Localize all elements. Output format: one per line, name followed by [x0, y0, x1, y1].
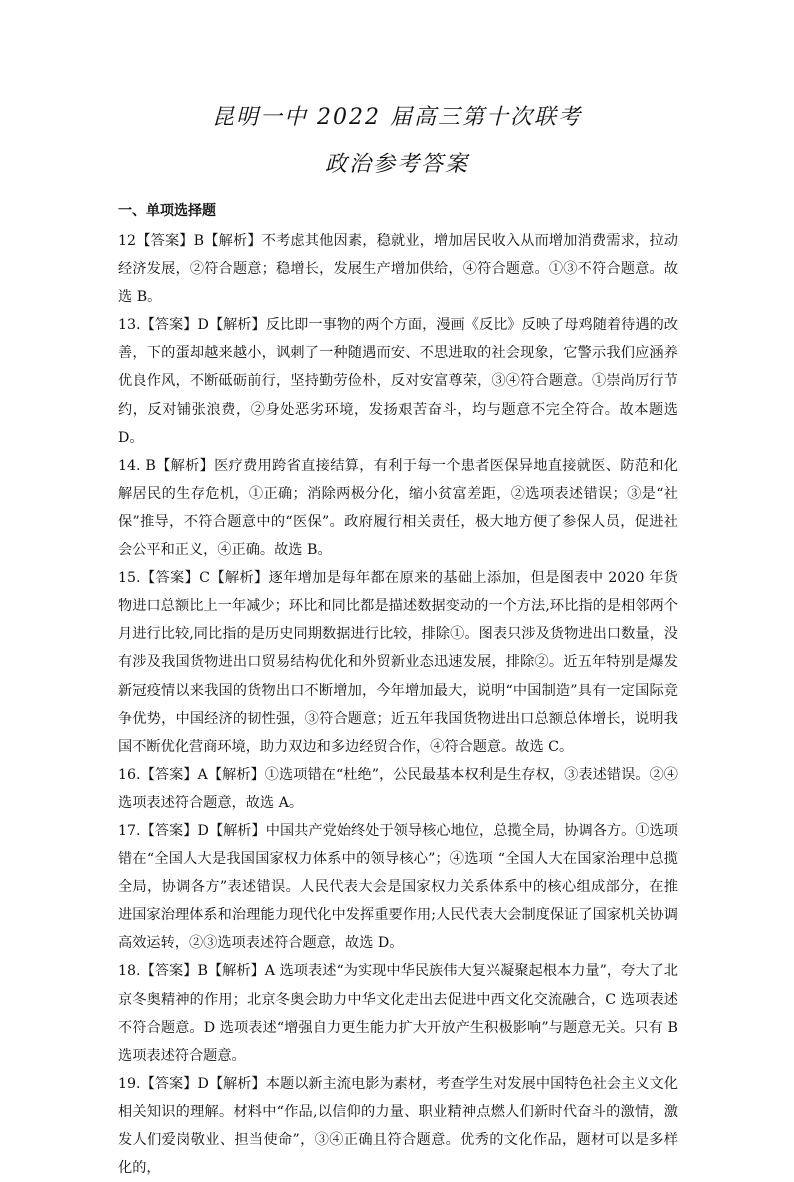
- answer-paragraph-q12: 12【答案】B【解析】不考虑其他因素，稳就业，增加居民收入从而增加消费需求，拉动经济发展，②符合题意；稳增长，发展生产增加供给，④符合题意。①③不符合题意。故选 B。: [118, 233, 678, 306]
- answer-paragraph-q14: 14. B【解析】医疗费用跨省直接结算，有利于每一个患者医保异地直接就医、防范和化解居民的生存危机，①正确；消除两极分化，缩小贫富差距，②选项表述错误；③是“社保”推导，不符合题意中的“医保”。政府履行相关责任，极大地方便了参保人员，促进社会公平和正义，④正确。故选 B。: [118, 457, 678, 559]
- answer-paragraph-q19: 19.【答案】D【解析】本题以新主流电影为素材，考查学生对发展中国特色社会主义文化相关知识的理解。材料中“作品,以信仰的力量、职业精神点燃人们新时代奋斗的激情，激发人们爱岗敬业、担当使命”，③④正确且符合题意。优秀的文化作品，题材可以是多样化的，: [118, 1075, 678, 1177]
- answer-paragraph-q13: 13.【答案】D【解析】反比即一事物的两个方面，漫画《反比》反映了母鸡随着待遇的改善，下的蛋却越来越小，讽刺了一种随遇而安、不思进取的社会现象，它警示我们应涵养优良作风，不断砥砺前行，坚持勤劳俭朴，反对安富尊荣，③④符合题意。①崇尚厉行节约，反对铺张浪费，②身处恶劣环境，发扬艰苦奋斗，均与题意不完全符合。故本题选 D。: [118, 317, 678, 446]
- document-subtitle: 政治参考答案: [324, 152, 469, 177]
- answer-list: [118, 227, 678, 1182]
- answer-paragraph-q16: 16.【答案】A【解析】①选项错在“杜绝”，公民最基本权利是生存权，③表述错误。②④选项表述符合题意，故选 A。: [118, 766, 678, 811]
- answer-paragraph-q17: 17.【答案】D【解析】中国共产党始终处于领导核心地位，总揽全局，协调各方。①选项错在“全国人大是我国国家权力体系中的领导核心”；④选项 “全国人大在国家治理中总揽全局，协调各方”表述错误。人民代表大会是国家权力关系体系中的核心组成部分，在推进国家治理体系和治理能力现代化中发挥重要作用;人民代表大会制度保证了国家机关协调高效运转，②③选项表述符合题意，故选 D。: [118, 822, 678, 952]
- document-title: 昆明一中 2022 届高三第十次联考: [212, 105, 582, 130]
- answer-paragraph-q15: 15.【答案】C【解析】逐年增加是每年都在原来的基础上添加，但是图表中 2020 年货物进口总额比上一年减少；环比和同比都是描述数据变动的一个方法,环比指的是相邻两个月进行比较,同比指的是历史同期数据进行比较，排除①。图表只涉及货物进出口数量，没有涉及我国货物进出口贸易结构优化和外贸新业态迅速发展，排除②。近五年特别是爆发新冠疫情以来我国的货物出口不断增加，今年增加最大，说明“中国制造”具有一定国际竞争优势，中国经济的韧性强，③符合题意；近五年我国货物进出口总额总体增长，说明我国不断优化营商环境，助力双边和多边经贸合作，④符合题意。故选 C。: [118, 570, 678, 755]
- answer-paragraph-q18: 18.【答案】B【解析】A 选项表述“为实现中华民族伟大复兴凝聚起根本力量”，夸大了北京冬奥精神的作用；北京冬奥会助力中华文化走出去促进中西文化交流融合，C 选项表述不符合题意。D 选项表述“增强自力更生能力扩大开放产生积极影响”与题意无关。只有 B 选项表述符合题意。: [118, 963, 678, 1064]
- section-heading: 一、单项选择题: [118, 203, 216, 219]
